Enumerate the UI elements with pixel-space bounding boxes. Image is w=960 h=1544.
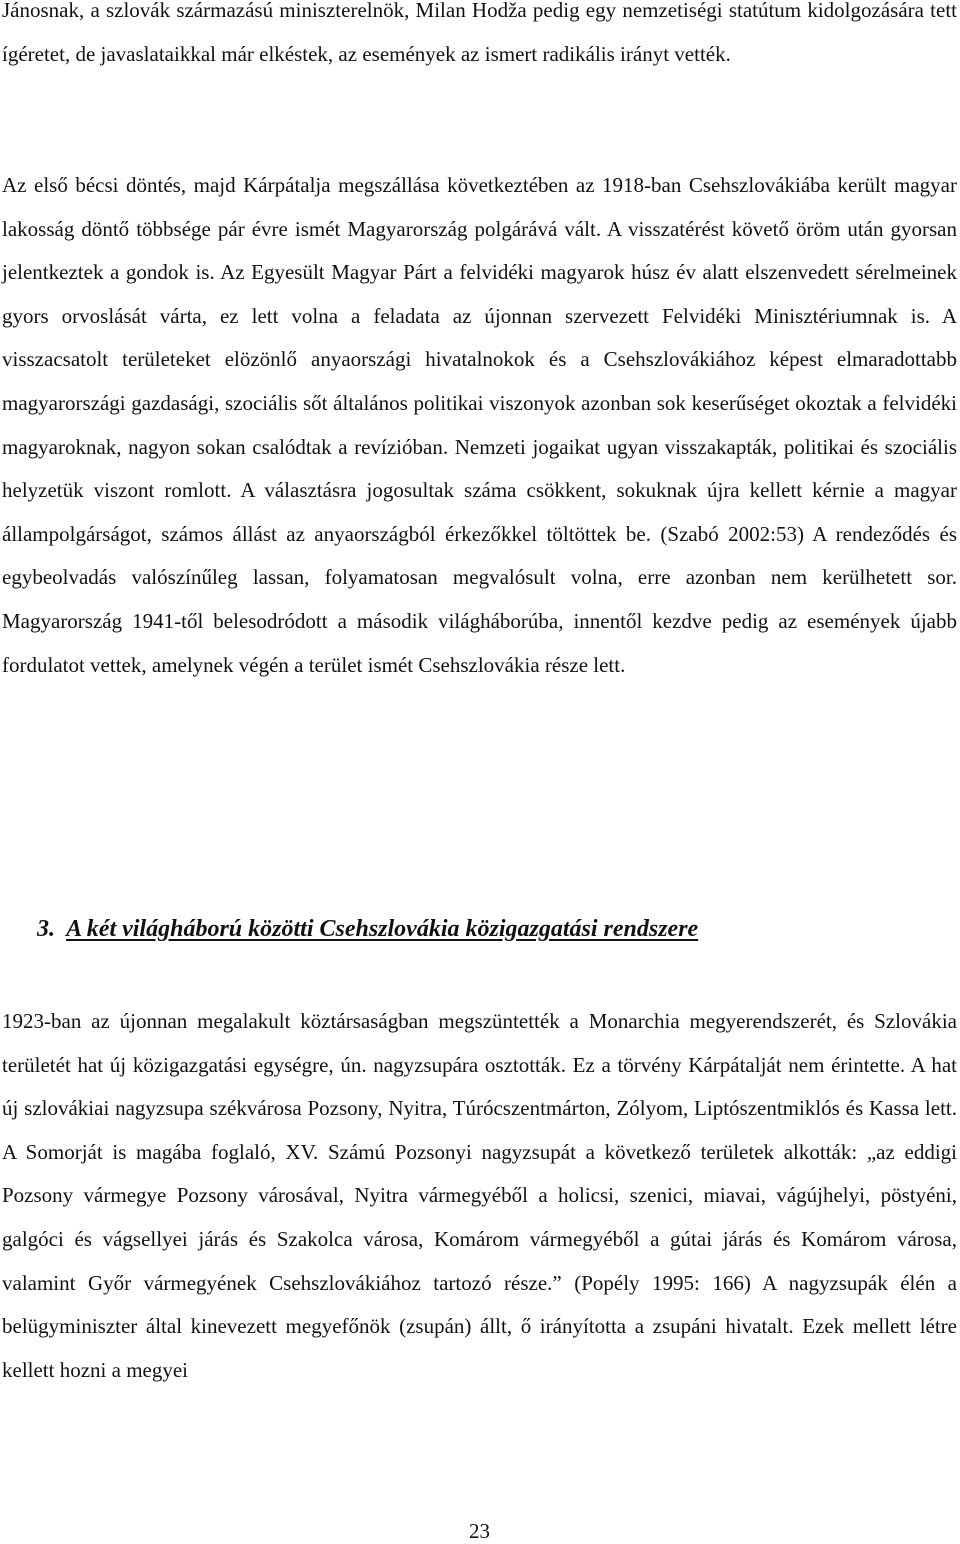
section-heading (37, 909, 698, 949)
paragraph-administration: 1923-ban az újonnan megalakult köztársaságban megszüntették a Monarchia megyerendszerét, és Szlovákia területét hat új közigazgatási egységre, ún. nagyzsupára osztották. Ez a törvény Kárpátalját nem érintette. A hat új szlovákiai nagyzsupa székvárosa Pozsony, Nyitra, Túrócszentmárton, Zólyom, Liptószentmiklós és Kassa lett. A Somorját is magába foglaló, XV. Számú Pozsonyi nagyzsupát a következő területek alkották: „az eddigi Pozsony vármegye Pozsony városával, Nyitra vármegyéből a holicsi, szenici, miavai, vágújhelyi, pöstyéni, galgóci és vágsellyei járás és Szakolca városa, Komárom vármegyéből a gútai járás és Komárom városa, valamint Győr vármegyének Csehszlovákiához tartozó része.” (Popély 1995: 166) A nagyzsupák élén a belügyminiszter által kinevezett megyefőnök (zsupán) állt, ő irányította a zsupáni hivatalt. Ezek mellett létre kellett hozni a megyei (2, 1009, 957, 1382)
page-number: 23 (469, 1519, 490, 1543)
paragraph-hodza: Jánosnak, a szlovák származású miniszterelnök, Milan Hodža pedig egy nemzetiségi statútum kidolgozására tett ígéretet, de javaslataikkal már elkéstek, az események az ismert radikális irányt vették. (2, 0, 957, 66)
section-number: 3. (37, 916, 55, 942)
section-title: A két világháború közötti Csehszlovákia közigazgatási rendszere (66, 916, 699, 942)
paragraph-first-vienna-award: Az első bécsi döntés, majd Kárpátalja megszállása következtében az 1918-ban Csehszlovákiába került magyar lakosság döntő többsége pár évre ismét Magyarország polgárává vált. A visszatérést követő öröm után gyorsan jelentkeztek a gondok is. Az Egyesült Magyar Párt a felvidéki magyarok húsz év alatt elszenvedett sérelmeinek gyors orvoslását várta, ez lett volna a feladata az újonnan szervezett Felvidéki Minisztériumnak is. A visszacsatolt területeket elözönlő anyaországi hivatalnokok és a Csehszlovákiához képest elmaradottabb magyarországi gazdasági, szociális sőt általános politikai viszonyok azonban sok keserűséget okoztak a felvidéki magyaroknak, nagyon sokan csalódtak a revízióban. Nemzeti jogaikat ugyan visszakapták, politikai és szociális helyzetük viszont romlott. A választásra jogosultak száma csökkent, sokuknak újra kellett kérnie a magyar állampolgárságot, számos állást az anyaországból érkezőkkel töltöttek be. (Szabó 2002:53) A rendeződés és egybeolvadás valószínűleg lassan, folyamatosan megvalósult volna, erre azonban nem kerülhetett sor. Magyarország 1941-től belesodródott a második világháborúba, innentől kezdve pedig az események újabb fordulatot vettek, amelynek végén a terület ismét Csehszlovákia része lett. (2, 173, 957, 677)
